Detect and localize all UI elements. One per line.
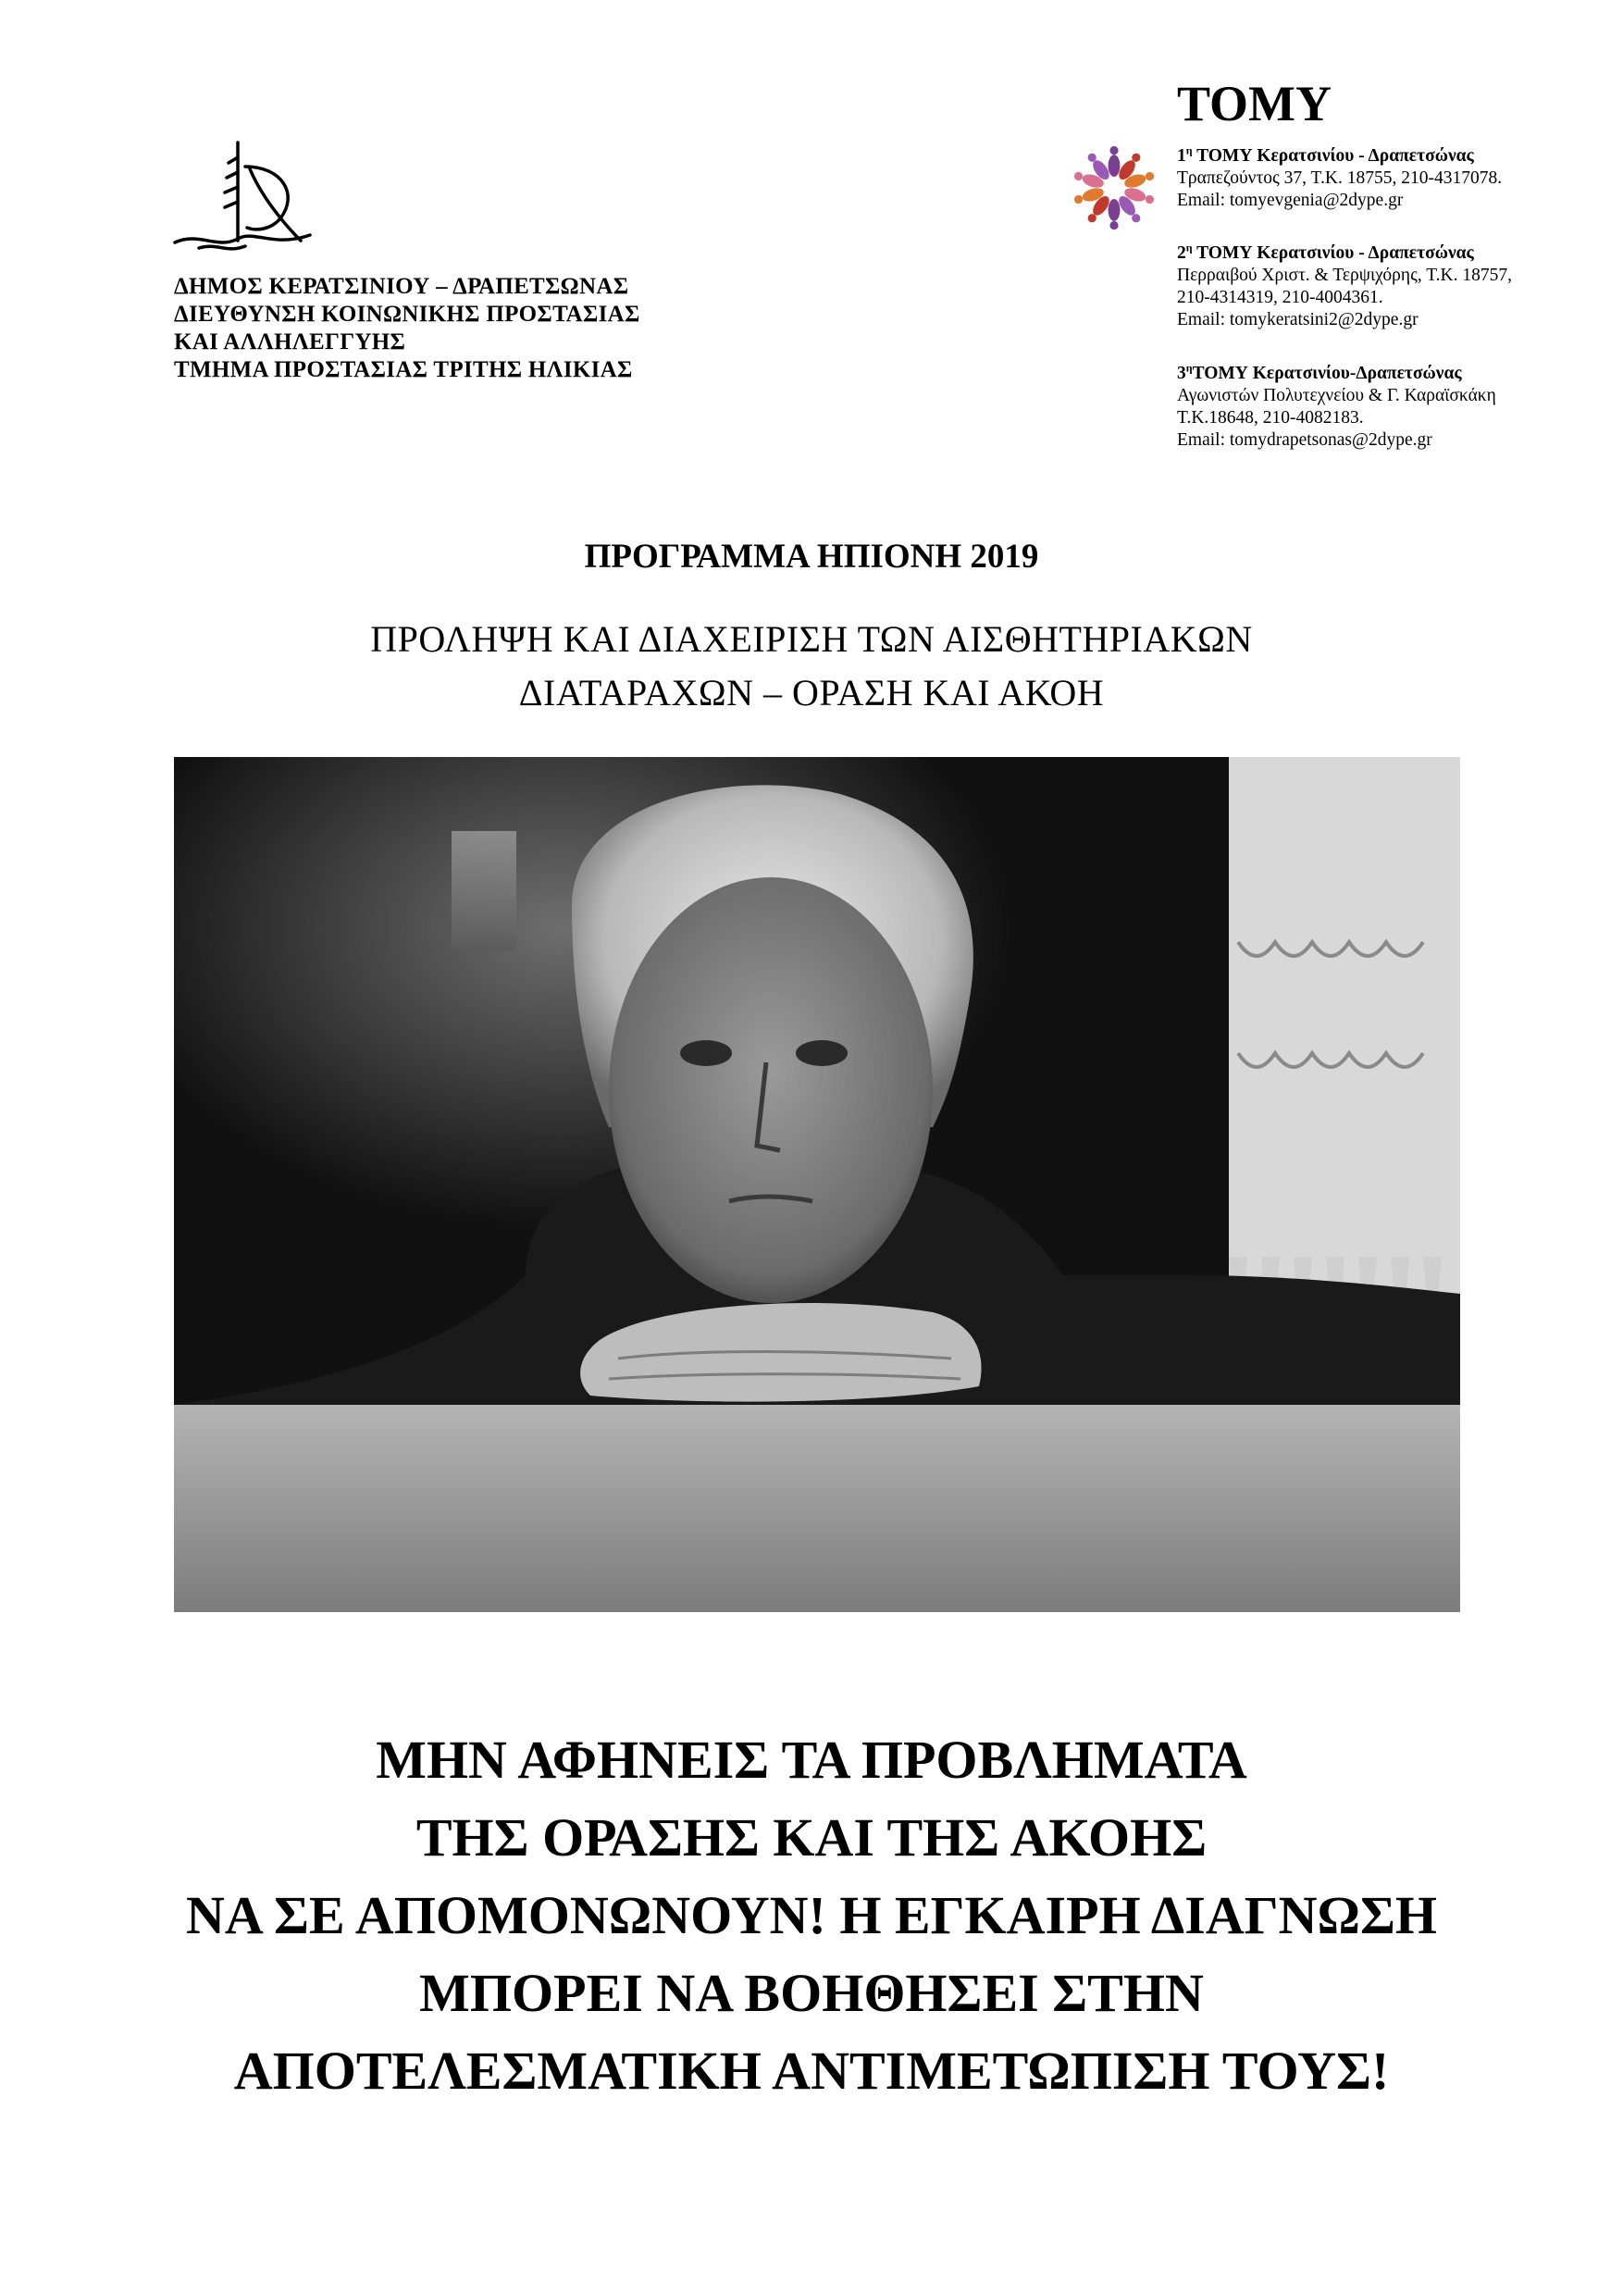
municipality-line-2: ΔΙΕΥΘΥΝΣΗ ΚΟΙΝΩΝΙΚΗΣ ΠΡΟΣΤΑΣΙΑΣ — [174, 302, 640, 327]
branch-ordinal: 3 — [1177, 363, 1186, 383]
elderly-woman-photo — [174, 757, 1460, 1612]
slogan — [0, 1721, 1623, 2110]
branch-name: ΤΟΜΥ Κερατσινίου - Δραπετσώνας — [1192, 145, 1474, 166]
logo-petal — [1109, 199, 1121, 230]
slogan-line-1: ΜΗΝ ΑΦΗΝΕΙΣ ΤΑ ΠΡΟΒΛΗΜΑΤΑ — [376, 1730, 1247, 1790]
branch-name: ΤΟΜΥ Κερατσινίου-Δραπετσώνας — [1192, 363, 1462, 383]
program-subtitle — [0, 613, 1623, 720]
branch-phones: 210-4314319, 210-4004361. — [1177, 287, 1383, 307]
branch-email: Email: tomydrapetsonas@2dype.gr — [1177, 429, 1432, 450]
slogan-line-2: ΤΗΣ ΟΡΑΣΗΣ ΚΑΙ ΤΗΣ ΑΚΟΗΣ — [415, 1807, 1208, 1868]
subtitle-line-2: ΔΙΑΤΑΡΑΧΩΝ – ΟΡΑΣΗ ΚΑΙ ΑΚΟΗ — [518, 672, 1105, 714]
slogan-line-4: ΜΠΟΡΕΙ ΝΑ ΒΟΗΘΗΣΕΙ ΣΤΗΝ — [419, 1963, 1204, 2023]
municipality-line-4: ΤΜΗΜΑ ΠΡΟΣΤΑΣΙΑΣ ΤΡΙΤΗΣ ΗΛΙΚΙΑΣ — [174, 357, 633, 382]
ship-sail-logo-icon — [171, 139, 328, 259]
municipality-header — [174, 273, 640, 384]
slogan-line-5: ΑΠΟΤΕΛΕΣΜΑΤΙΚΗ ΑΝΤΙΜΕΤΩΠΙΣΗ ΤΟΥΣ! — [233, 2041, 1390, 2101]
branch-info-1 — [1177, 139, 1502, 212]
branch-email: Email: tomyevgenia@2dype.gr — [1177, 190, 1404, 210]
subtitle-line-1: ΠΡΟΛΗΨΗ ΚΑΙ ΔΙΑΧΕΙΡΙΣΗ ΤΩΝ ΑΙΣΘΗΤΗΡΙΑΚΩΝ — [370, 618, 1253, 660]
municipality-line-3: ΚΑΙ ΑΛΛΗΛΕΓΓΥΗΣ — [174, 329, 406, 354]
municipality-line-1: ΔΗΜΟΣ ΚΕΡΑΤΣΙΝΙΟΥ – ΔΡΑΠΕΤΣΩΝΑΣ — [174, 274, 629, 299]
branch-info-2 — [1177, 236, 1512, 331]
logo-petal — [1109, 146, 1121, 177]
branch-address: Αγωνιστών Πολυτεχνείου & Γ. Καραϊσκάκη — [1177, 385, 1496, 405]
branch-ordinal-suffix: η — [1185, 361, 1193, 374]
branch-info-3 — [1177, 356, 1496, 452]
branch-ordinal-suffix: η — [1185, 241, 1193, 254]
flower-people-logo-icon — [1072, 143, 1157, 232]
branch-email: Email: tomykeratsini2@2dype.gr — [1177, 309, 1419, 329]
branch-ordinal: 1 — [1177, 145, 1186, 166]
program-title: ΠΡΟΓΡΑΜΜΑ ΗΠΙΟΝΗ 2019 — [584, 538, 1039, 576]
branch-name: ΤΟΜΥ Κερατσινίου - Δραπετσώνας — [1192, 242, 1474, 263]
branch-ordinal-suffix: η — [1185, 143, 1193, 156]
slogan-line-3: ΝΑ ΣΕ ΑΠΟΜΟΝΩΝΟΥΝ! Η ΕΓΚΑΙΡΗ ΔΙΑΓΝΩΣΗ — [185, 1885, 1438, 1945]
branch-address: Τραπεζούντος 37, Τ.Κ. 18755, 210-4317078. — [1177, 168, 1503, 188]
tomy-title: ΤΟΜΥ — [1177, 76, 1332, 131]
branch-address: Περραιβού Χριστ. & Τερψιχόρης, Τ.Κ. 18757, — [1177, 265, 1513, 285]
branch-ordinal: 2 — [1177, 242, 1186, 263]
branch-postcode-phone: Τ.Κ.18648, 210-4082183. — [1177, 407, 1364, 428]
